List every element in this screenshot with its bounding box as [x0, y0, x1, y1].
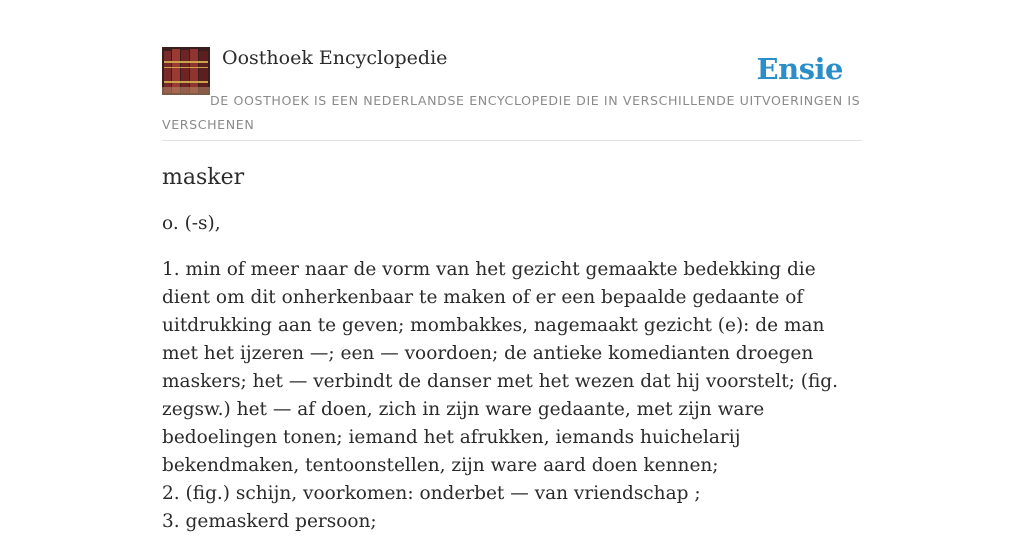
site-tagline: DE OOSTHOEK IS EEN NEDERLANDSE ENCYCLOPEDIE DIE IN VERSCHILLENDE UITVOERINGEN IS VERSCHENEN: [162, 93, 861, 132]
brand-logo[interactable]: Ensie: [756, 52, 843, 86]
site-name[interactable]: Oosthoek Encyclopedie: [222, 47, 448, 69]
entry-content: [162, 160, 862, 536]
sense-2: 2. (fig.) schijn, voorkomen: onderbet — van vriendschap ;: [162, 483, 701, 504]
avatar[interactable]: [162, 47, 210, 95]
headword: masker: [162, 165, 245, 190]
sense-3: 3. gemaskerd persoon;: [162, 511, 377, 532]
site-header: [162, 46, 862, 141]
definition: [162, 256, 862, 536]
sense-1: 1. min of meer naar de vorm van het gezicht gemaakte bedekking die dient om dit onherkenbaar te maken of er een bepaalde gedaante of uitdrukking aan te geven; mombakkes, nagemaakt gezicht (e): de man met het ijzeren —; een — voordoen; de antieke komedianten droegen maskers; het — verbindt de danser met het wezen dat hij voorstelt; (fig. zegsw.) het — af doen, zich in zijn ware gedaante, met zijn ware bedoelingen tonen; iemand het afrukken, iemands huichelarij bekendmaken, tentoonstellen, zijn ware aard doen kennen;: [162, 259, 839, 476]
book-spines-icon: [162, 47, 210, 95]
grammar-note: o. (-s),: [162, 213, 221, 234]
